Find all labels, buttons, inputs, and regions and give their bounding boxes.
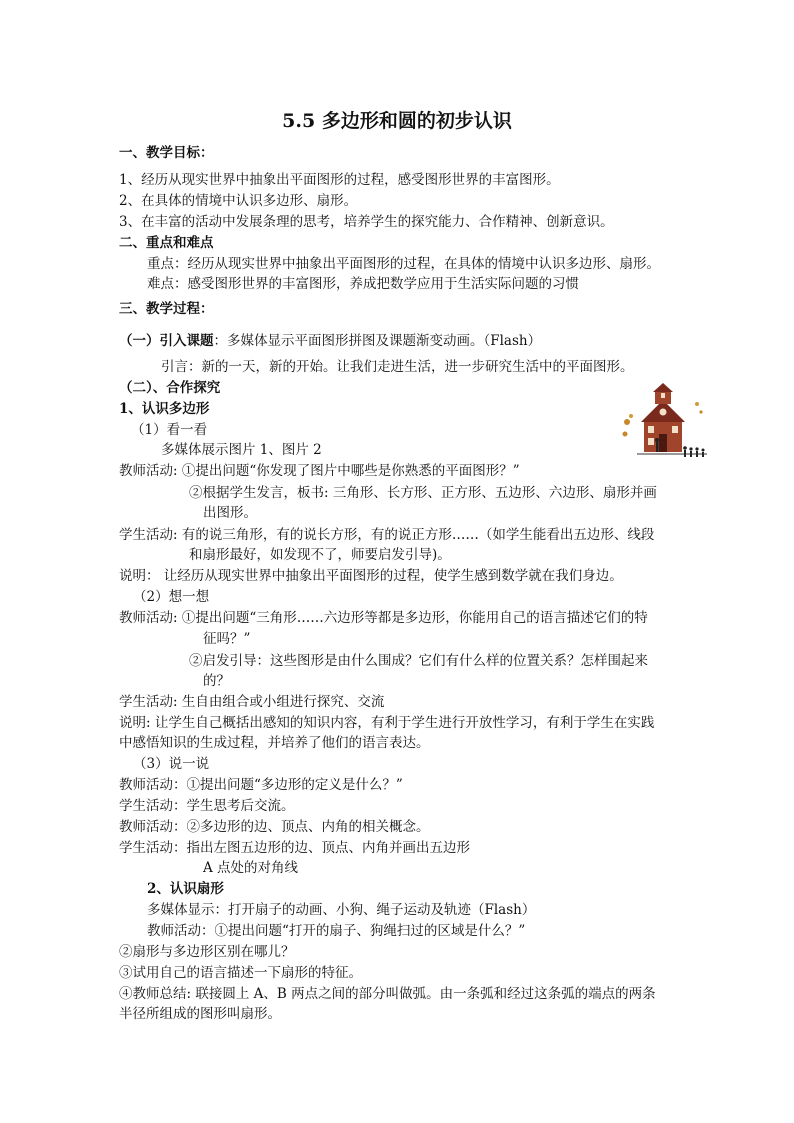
question-3: ③试用自己的语言描述一下扇形的特征。 bbox=[119, 965, 362, 981]
heading-cooperative: （二）、合作探究 bbox=[119, 380, 221, 396]
teacher-summary-cont: 半径所组成的图形叫扇形。 bbox=[119, 1006, 281, 1022]
difficulty: 难点：感受图形世界的丰富图形，养成把数学应用于生活实际问题的习惯 bbox=[147, 276, 579, 292]
teacher-activity-1b: ②根据学生发言，板书: 三角形、长方形、正方形、五边形、六边形、扇形并画 bbox=[189, 485, 657, 501]
intro-line bbox=[119, 332, 541, 350]
objective-2: 2、在具体的情境中认识多边形、扇形。 bbox=[119, 193, 358, 209]
student-activity-3b-cont: A 点处的对角线 bbox=[203, 860, 299, 876]
teacher-activity-2a: 教师活动: ①提出问题“三角形……六边形等都是多边形，你能用自己的语言描述它们的特 bbox=[119, 610, 648, 626]
teacher-activity-1a: 教师活动: ①提出问题“你发现了图片中哪些是你熟悉的平面图形？” bbox=[119, 463, 520, 479]
document-title: 5.5 多边形和圆的初步认识 bbox=[282, 110, 512, 132]
teacher-activity-4: 教师活动：①提出问题“打开的扇子、狗绳扫过的区域是什么？” bbox=[147, 923, 526, 939]
student-activity-3b: 学生活动：指出左图五边形的边、顶点、内角并画出五边形 bbox=[119, 840, 470, 856]
student-activity-2: 学生活动: 生自由组合或小组进行探究、交流 bbox=[119, 694, 385, 710]
heading-key-points: 二、重点和难点 bbox=[119, 235, 214, 251]
heading-objectives: 一、教学目标： bbox=[119, 145, 214, 161]
teacher-activity-2b: ②启发引导：这些图形是由什么围成？它们有什么样的位置关系？怎样围起来 bbox=[189, 653, 648, 669]
teacher-activity-1b-cont: 出图形。 bbox=[203, 505, 257, 521]
heading-polygon: 1、认识多边形 bbox=[119, 401, 210, 417]
key-point: 重点：经历从现实世界中抽象出平面图形的过程，在具体的情境中认识多边形、扇形。 bbox=[147, 256, 660, 272]
sector-media: 多媒体显示：打开扇子的动画、小狗、绳子运动及轨迹（Flash） bbox=[147, 902, 536, 918]
student-activity-1: 学生活动: 有的说三角形，有的说长方形，有的说正方形……（如学生能看出五边形、线段 bbox=[119, 527, 655, 543]
objective-3: 3、在丰富的活动中发展条理的思考，培养学生的探究能力、合作精神、创新意识。 bbox=[119, 214, 614, 230]
intro-label: （一）引入课题 bbox=[119, 333, 214, 349]
intro-text: ：多媒体显示平面图形拼图及课题渐变动画。（Flash） bbox=[213, 333, 542, 349]
heading-sector: 2、认识扇形 bbox=[147, 881, 224, 897]
schoolhouse-illustration bbox=[617, 382, 709, 462]
note-2-cont: 中感悟知识的生成过程，并培养了他们的语言表达。 bbox=[119, 735, 430, 751]
sub-look: （1）看一看 bbox=[131, 422, 208, 438]
note-2: 说明: 让学生自己概括出感知的知识内容，有利于学生进行开放性学习，有利于学生在实践 bbox=[119, 715, 655, 731]
heading-process: 三、教学过程： bbox=[119, 301, 214, 317]
teacher-activity-2a-cont: 征吗？” bbox=[203, 631, 251, 647]
teacher-activity-2b-cont: 的？ bbox=[203, 673, 230, 689]
teacher-summary: ④教师总结: 联接圆上 A、B 两点之间的部分叫做弧。由一条弧和经过这条弧的端点的两条 bbox=[119, 986, 656, 1002]
teacher-activity-3a: 教师活动：①提出问题“多边形的定义是什么？” bbox=[119, 777, 403, 793]
sub-say: （3）说一说 bbox=[133, 756, 210, 772]
question-2: ②扇形与多边形区别在哪儿？ bbox=[119, 944, 295, 960]
house-icon bbox=[641, 383, 685, 452]
student-activity-3a: 学生活动：学生思考后交流。 bbox=[119, 798, 295, 814]
objective-1: 1、经历从现实世界中抽象出平面图形的过程，感受图形世界的丰富图形。 bbox=[119, 172, 560, 188]
teacher-activity-3b: 教师活动：②多边形的边、顶点、内角的相关概念。 bbox=[119, 819, 430, 835]
look-media: 多媒体展示图片 1、图片 2 bbox=[161, 442, 322, 458]
note-1: 说明： 让经历从现实世界中抽象出平面图形的过程，使学生感到数学就在我们身边。 bbox=[119, 568, 623, 584]
student-activity-1-cont: 和扇形最好，如发现不了，师要启发引导)。 bbox=[189, 547, 451, 563]
sub-think: （2）想一想 bbox=[133, 589, 210, 605]
intro-quote: 引言：新的一天，新的开始。让我们走进生活，进一步研究生活中的平面图形。 bbox=[161, 359, 634, 375]
